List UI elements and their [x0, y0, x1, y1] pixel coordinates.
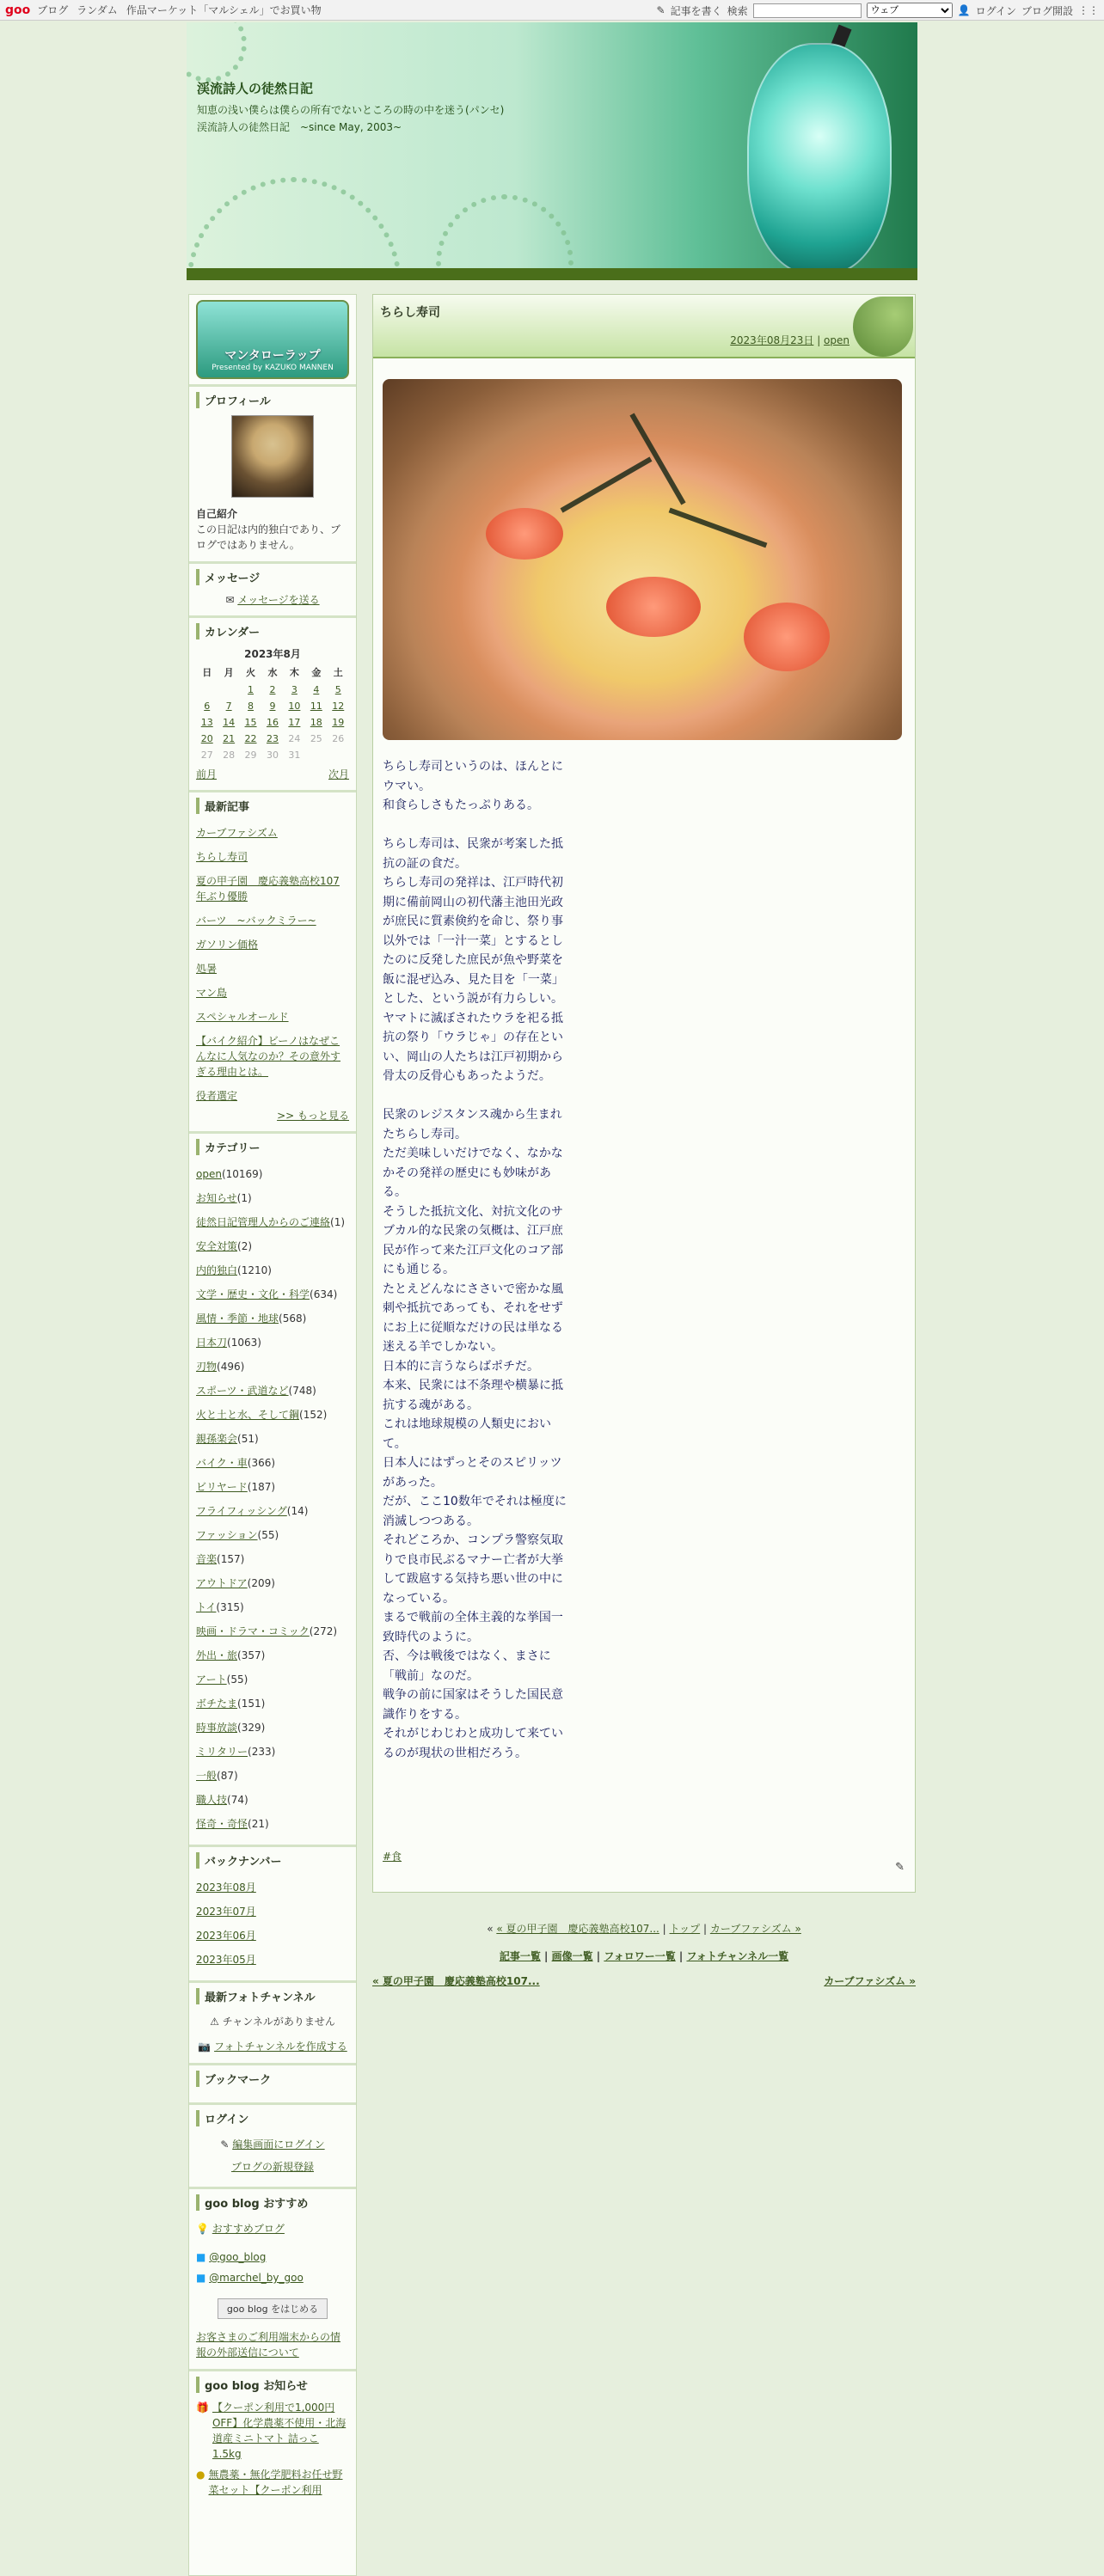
category-link[interactable]: ミリタリー [196, 1746, 248, 1758]
login-box [189, 2105, 356, 2189]
twitter-icon: ■ [196, 2251, 206, 2263]
recommend-blog-link[interactable]: おすすめブログ [212, 2223, 285, 2235]
camera-icon: 📷 [198, 2041, 212, 2053]
twitter-marchel-link[interactable]: @marchel_by_goo [209, 2272, 304, 2284]
category-item [196, 1403, 349, 1427]
category-link[interactable]: 映画・ドラマ・コミック [196, 1625, 310, 1637]
nav-top[interactable]: トップ [669, 1923, 701, 1935]
weekday: 水 [267, 667, 278, 678]
topbar-link-marchel[interactable]: 作品マーケット「マルシェル」でお買い物 [126, 4, 322, 16]
calendar-day[interactable]: 4 [313, 684, 320, 695]
category-item [196, 1788, 349, 1812]
calendar-day: 27 [200, 750, 213, 761]
recent-entry-link[interactable]: バーツ ~バックミラー~ [196, 915, 316, 927]
calendar-month: 2023年8月 [244, 648, 301, 660]
lace-decoration [187, 22, 247, 83]
message-box [189, 564, 356, 618]
category-item [196, 1499, 349, 1523]
pencil-icon: ✎ [656, 4, 665, 16]
bulb-icon: 💡 [196, 2223, 209, 2235]
category-link[interactable]: お知らせ [196, 1192, 237, 1204]
category-link[interactable]: トイ [196, 1601, 217, 1613]
calendar-day[interactable]: 2 [269, 684, 276, 695]
category-link[interactable]: アート [196, 1673, 227, 1686]
category-count: (568) [279, 1312, 307, 1325]
category-item [196, 1234, 349, 1258]
category-item [196, 1595, 349, 1619]
calendar-day[interactable]: 3 [291, 684, 297, 695]
recent-entry-link[interactable]: マン島 [196, 987, 228, 999]
category-item [196, 1379, 349, 1403]
calendar-next-link[interactable]: 次月 [328, 768, 349, 780]
category-link[interactable]: 親孫楽会 [196, 1433, 238, 1445]
twitter-icon: ■ [196, 2272, 206, 2284]
category-count: (748) [288, 1385, 316, 1397]
category-link[interactable]: 日本刀 [196, 1337, 228, 1349]
calendar-day[interactable]: 14 [223, 717, 236, 728]
entry-date-link[interactable]: 2023年08月23日 [730, 334, 814, 346]
category-count: (14) [286, 1505, 309, 1517]
nav-prev-full[interactable]: « 夏の甲子園 慶応義塾高校107... [372, 1975, 540, 1987]
entry-category-link[interactable]: open [824, 334, 849, 346]
sidebar [188, 294, 357, 2576]
calendar-table [196, 663, 349, 763]
photo-heading: 最新フォトチャンネル [196, 1988, 349, 2004]
category-item [196, 1355, 349, 1379]
recent-entry-link[interactable]: カーブファシズム [196, 827, 278, 839]
calendar-day: 31 [288, 750, 301, 761]
weekday: 火 [246, 667, 256, 678]
lace-decoration [187, 177, 402, 280]
category-list [196, 1162, 349, 1836]
calendar-day[interactable]: 19 [332, 717, 345, 728]
category-link[interactable]: ファッション [196, 1529, 258, 1541]
weekday: 木 [289, 667, 299, 678]
create-photo-channel-link[interactable]: フォトチャンネルを作成する [214, 2041, 347, 2053]
recent-more-link[interactable]: >> もっと見る [277, 1110, 349, 1122]
recent-entry-link[interactable]: スペシャルオールド [196, 1011, 289, 1023]
category-item [196, 1475, 349, 1499]
category-count: (152) [299, 1409, 328, 1421]
category-count: (74) [227, 1794, 248, 1806]
entry-navigation: « « 夏の甲子園 慶応義塾高校107... | トップ | カーブファシズム » 記事一覧 | 画像一覧 | フォロワー一覧 | フォトチャンネル一覧 « 夏の甲子園 慶応義塾高校107... カーブファシズム » [372, 1923, 916, 1987]
category-item [196, 1667, 349, 1692]
recent-heading: 最新記事 [196, 798, 349, 814]
banner-title: マンタローラップ [224, 349, 321, 363]
photo-channel-box [189, 1983, 356, 2065]
banner-subtitle: Presented by KAZUKO MANNEN [212, 364, 334, 372]
calendar-day: 26 [332, 733, 345, 744]
edit-pencil-icon[interactable]: ✎ [895, 1861, 905, 1874]
calendar-day[interactable]: 17 [288, 717, 301, 728]
profile-text: この日記は内的独白であり、ブログではありません。 [196, 523, 341, 551]
recent-entry-link[interactable]: 役者選定 [196, 1090, 238, 1102]
category-count: (366) [247, 1457, 276, 1469]
category-link[interactable]: 内的独白 [196, 1264, 238, 1276]
news-box [189, 2371, 356, 2506]
category-item [196, 1258, 349, 1282]
categories-heading: カテゴリー [196, 1139, 349, 1155]
calendar-day[interactable]: 15 [244, 717, 257, 728]
recent-entry-link[interactable]: ガソリン価格 [196, 939, 259, 951]
calendar-day[interactable]: 8 [248, 701, 255, 712]
blog-title[interactable]: 渓流詩人の徒然日記 [197, 81, 314, 96]
category-count: (634) [310, 1288, 338, 1300]
calendar-day[interactable]: 7 [225, 701, 232, 712]
category-link[interactable]: 風情・季節・地球 [196, 1312, 279, 1325]
nav-image-list[interactable]: 画像一覧 [551, 1950, 593, 1962]
category-link[interactable]: 怪奇・奇怪 [196, 1818, 248, 1830]
category-item [196, 1162, 349, 1186]
nav-next-short[interactable]: カーブファシズム » [709, 1923, 801, 1935]
recent-entry-link[interactable]: 夏の甲子園 慶応義塾高校107年ぶり優勝 [196, 875, 340, 903]
calendar-day[interactable]: 5 [334, 684, 341, 695]
nav-prev-short[interactable]: « 夏の甲子園 慶応義塾高校107... [496, 1923, 659, 1935]
calendar-heading: カレンダー [196, 623, 349, 639]
category-count: (1) [330, 1216, 346, 1228]
nav-entry-list[interactable]: 記事一覧 [499, 1950, 541, 1962]
search-scope-select[interactable] [867, 3, 953, 18]
category-item [196, 1692, 349, 1716]
category-link[interactable]: 外出・旅 [196, 1649, 238, 1661]
category-link[interactable]: 安全対策 [196, 1240, 238, 1252]
blog-description: 知恵の浅い僕らは僕らの所有でないところの時の中を迷う(パンセ) 渓流詩人の徒然日記 ~since May, 2003~ [197, 104, 515, 133]
calendar-day[interactable]: 22 [244, 733, 257, 744]
category-link[interactable]: 文学・歴史・文化・科学 [196, 1288, 310, 1300]
entry-tag[interactable]: #食 [383, 1851, 402, 1863]
calendar-day[interactable]: 10 [288, 701, 301, 712]
category-item [196, 1427, 349, 1451]
calendar-day: 30 [266, 750, 279, 761]
profile-label: 自己紹介 [196, 508, 238, 520]
topbar-link-blog[interactable]: ブログ [37, 4, 69, 16]
categories-box [189, 1134, 356, 1847]
category-count: (21) [248, 1818, 269, 1830]
category-item [196, 1643, 349, 1667]
recent-entry-link[interactable]: 処暑 [196, 963, 218, 975]
sidebar-banner [189, 295, 356, 387]
calendar-day[interactable]: 12 [332, 701, 345, 712]
entry-header [373, 295, 915, 358]
register-blog-link[interactable]: ブログの新規登録 [230, 2161, 314, 2173]
twitter-goo-blog-link[interactable]: @goo_blog [209, 2251, 267, 2263]
entry-main [372, 294, 916, 1893]
calendar-day[interactable]: 9 [269, 701, 276, 712]
login-link[interactable]: ログイン [975, 4, 1016, 17]
category-link[interactable]: フライフィッシング [196, 1505, 287, 1517]
recommend-heading: goo blog おすすめ [196, 2194, 349, 2211]
leaf-decoration [853, 297, 913, 357]
category-link[interactable]: ビリヤード [196, 1481, 248, 1493]
goo-logo[interactable]: goo [5, 3, 31, 17]
calendar-day[interactable]: 21 [223, 733, 236, 744]
calendar-day[interactable]: 1 [248, 684, 255, 695]
recent-entry-link[interactable]: 【バイク紹介】ビーノはなぜこんなに人気なのか？その意外すぎる理由とは。 [196, 1035, 341, 1078]
message-heading: メッセージ [196, 569, 349, 585]
start-goo-blog-button[interactable]: goo blog をはじめる [218, 2298, 328, 2319]
top-bar [0, 0, 1104, 21]
category-count: (315) [216, 1601, 244, 1613]
login-heading: ログイン [196, 2110, 349, 2126]
banner-image[interactable] [196, 300, 349, 379]
weekday: 土 [333, 667, 343, 678]
calendar-day[interactable]: 18 [310, 717, 322, 728]
coin-icon: ● [196, 2469, 205, 2481]
category-link[interactable]: ボチたま [196, 1698, 238, 1710]
backnumber-link[interactable]: 2023年07月 [196, 1906, 256, 1918]
backnumber-box [189, 1847, 356, 1983]
weekday: 月 [224, 667, 234, 678]
calendar-box [189, 618, 356, 792]
envelope-icon: ✉ [225, 594, 235, 606]
nav-follower-list[interactable]: フォロワー一覧 [604, 1950, 676, 1962]
recommend-box [189, 2189, 356, 2371]
calendar-day: 24 [288, 733, 301, 744]
calendar-day: 29 [244, 750, 257, 761]
weekday: 金 [311, 667, 322, 678]
category-count: (87) [217, 1770, 238, 1782]
search-input[interactable] [753, 3, 862, 18]
search-label: 検索 [727, 4, 748, 17]
topbar-link-random[interactable]: ランダム [77, 4, 118, 16]
blog-header [187, 22, 917, 280]
category-count: (357) [237, 1649, 266, 1661]
news-link[interactable]: 無農薬・無化学肥料お任せ野菜セット【クーポン利用 [208, 2469, 343, 2496]
category-link[interactable]: 火と土と水、そして鋼 [196, 1409, 300, 1421]
profile-heading: プロフィール [196, 392, 349, 408]
calendar-day[interactable]: 16 [266, 717, 279, 728]
bookmark-heading: ブックマーク [196, 2071, 349, 2087]
profile-box [189, 387, 356, 564]
nav-next-full[interactable]: カーブファシズム » [824, 1975, 916, 1987]
category-item [196, 1740, 349, 1764]
recent-entries-box [189, 792, 356, 1134]
backnumber-link[interactable]: 2023年08月 [196, 1882, 256, 1894]
category-count: (1) [236, 1192, 252, 1204]
category-count: (209) [247, 1577, 275, 1589]
category-link[interactable]: 時事放談 [196, 1722, 238, 1734]
header-bottom-bar [187, 268, 917, 280]
category-item [196, 1282, 349, 1306]
category-item [196, 1331, 349, 1355]
category-count: (2) [237, 1240, 253, 1252]
category-item [196, 1619, 349, 1643]
category-count: (151) [237, 1698, 266, 1710]
calendar-day[interactable]: 23 [266, 733, 279, 744]
edit-login-link[interactable]: 編集画面にログイン [232, 2139, 325, 2151]
category-link[interactable]: 徒然日記管理人からのご連絡 [196, 1216, 331, 1228]
calendar-day[interactable]: 11 [310, 701, 322, 712]
category-item [196, 1571, 349, 1595]
category-count: (10169) [221, 1168, 263, 1180]
calendar-day: 28 [223, 750, 236, 761]
category-link[interactable]: アウトドア [196, 1577, 248, 1589]
calendar-day[interactable]: 6 [204, 701, 211, 712]
send-message-link[interactable]: メッセージを送る [237, 594, 320, 606]
category-count: (157) [217, 1553, 245, 1565]
category-item [196, 1812, 349, 1836]
write-entry-link[interactable]: 記事を書く [670, 4, 722, 17]
blog-open-link[interactable]: ブログ開設 [1021, 4, 1073, 17]
chirashi-sushi-photo [383, 379, 902, 740]
entry-title: ちらし寿司 [380, 306, 440, 320]
backnumber-link[interactable]: 2023年06月 [196, 1930, 256, 1942]
gift-icon: 🎁 [196, 2402, 209, 2414]
category-link[interactable]: スポーツ・武道など [196, 1385, 289, 1397]
user-icon: 👤 [957, 4, 971, 16]
category-item [196, 1215, 349, 1230]
category-link[interactable]: 音楽 [196, 1553, 218, 1565]
header-dessert-image [747, 43, 892, 275]
calendar-day[interactable]: 13 [200, 717, 213, 728]
entry-body: ちらし寿司というのは、ほんとにウマい。 和食らしさもたっぷりある。 ちらし寿司は、民衆が考案した抵抗の証の食だ。 ちらし寿司の発祥は、江戸時代初期に備前岡山の初代藩主池田光政が庶民に質素倹約を命じ、祭り事以外では「一汁一菜」とするとしたのに反発した庶民が魚や野菜を飯に混ぜ込み、見た目を「一菜」とした、という説が有力らしい。 ヤマトに滅ぼされたウラを祀る抵抗の祭り「ウラじゃ」の存在といい、岡山の人たちは江戸初期から骨太の反骨心もあったようだ。 民衆のレジスタンス魂から生まれたちらし寿司。 ただ美味しいだけでなく、なかなかその発祥の歴史にも妙味がある。 そうした抵抗文化、対抗文化のサブカル的な民衆の気概は、江戸庶民が作って来た江戸文化のコア部にも通じる。 たとえどんなにささいで密かな風刺や抵抗であっても、それをせずにお上に従順なだけの民は単なる迷える羊でしかない。 日本的に言うならばポチだ。 本来、民衆には不条理や横暴に抵抗する魂がある。 これは地球規模の人類史において。 日本人にはずっとそのスピリッツがあった。 だが、ここ10数年でそれは極度に消滅しつつある。 それどころか、コンプラ警察気取りで良市民ぶるマナー亡者が大挙して跋扈する気持ち悪い世の中になっている。 まるで戦前の全体主義的な挙国一致時代のように。 否、今は戦後ではなく、まさに「戦前」なのだ。 戦争の前に国家はそうした国民意識作りをする。 それがじわじわと成功して来ているのが現状の世相だろう。 [383, 760, 567, 1760]
category-item [196, 1716, 349, 1740]
bookmark-box [189, 2065, 356, 2105]
category-count: (51) [237, 1433, 259, 1445]
category-count: (187) [247, 1481, 276, 1493]
backnumber-link[interactable]: 2023年05月 [196, 1954, 256, 1966]
nav-photo-channel-list[interactable]: フォトチャンネル一覧 [686, 1950, 789, 1962]
category-count: (55) [226, 1673, 248, 1686]
category-item [196, 1186, 349, 1210]
calendar-prev-link[interactable]: 前月 [196, 768, 218, 780]
category-count: (1063) [227, 1337, 261, 1349]
calendar-day[interactable]: 20 [200, 733, 213, 744]
pencil-icon: ✎ [220, 2139, 230, 2151]
grid-menu-icon[interactable]: ⋮⋮ [1078, 4, 1099, 16]
category-link[interactable]: 一般 [196, 1770, 218, 1782]
category-link[interactable]: 職人技 [196, 1794, 228, 1806]
news-heading: goo blog お知らせ [196, 2377, 349, 2393]
backnumber-heading: バックナンバー [196, 1852, 349, 1869]
calendar-day: 25 [310, 733, 322, 744]
category-count: (1210) [237, 1264, 272, 1276]
category-item [196, 1451, 349, 1475]
category-link[interactable]: open [196, 1168, 222, 1180]
category-count: (233) [248, 1746, 276, 1758]
category-item [196, 1306, 349, 1331]
category-item [196, 1523, 349, 1547]
lace-decoration [436, 194, 573, 280]
category-item [196, 1547, 349, 1571]
news-link[interactable]: 【クーポン利用で1,000円OFF】化学農薬不使用・北海道産ミニトマト 詰っこ 1.5kg [212, 2402, 347, 2460]
weekday: 日 [202, 667, 212, 678]
warning-icon: ⚠ [210, 2016, 219, 2028]
recent-entry-link[interactable]: ちらし寿司 [196, 851, 248, 863]
category-count: (496) [217, 1361, 245, 1373]
category-link[interactable]: バイク・車 [196, 1457, 248, 1469]
category-count: (329) [237, 1722, 266, 1734]
category-link[interactable]: 刃物 [196, 1361, 218, 1373]
category-count: (272) [309, 1625, 338, 1637]
entry-meta: 2023年08月23日 | open [730, 334, 849, 346]
category-count: (55) [257, 1529, 279, 1541]
photo-empty-text: チャンネルがありません [222, 2016, 335, 2028]
privacy-link[interactable]: お客さまのご利用端末からの情報の外部送信について [196, 2331, 341, 2359]
avatar [231, 415, 314, 498]
category-item [196, 1764, 349, 1788]
